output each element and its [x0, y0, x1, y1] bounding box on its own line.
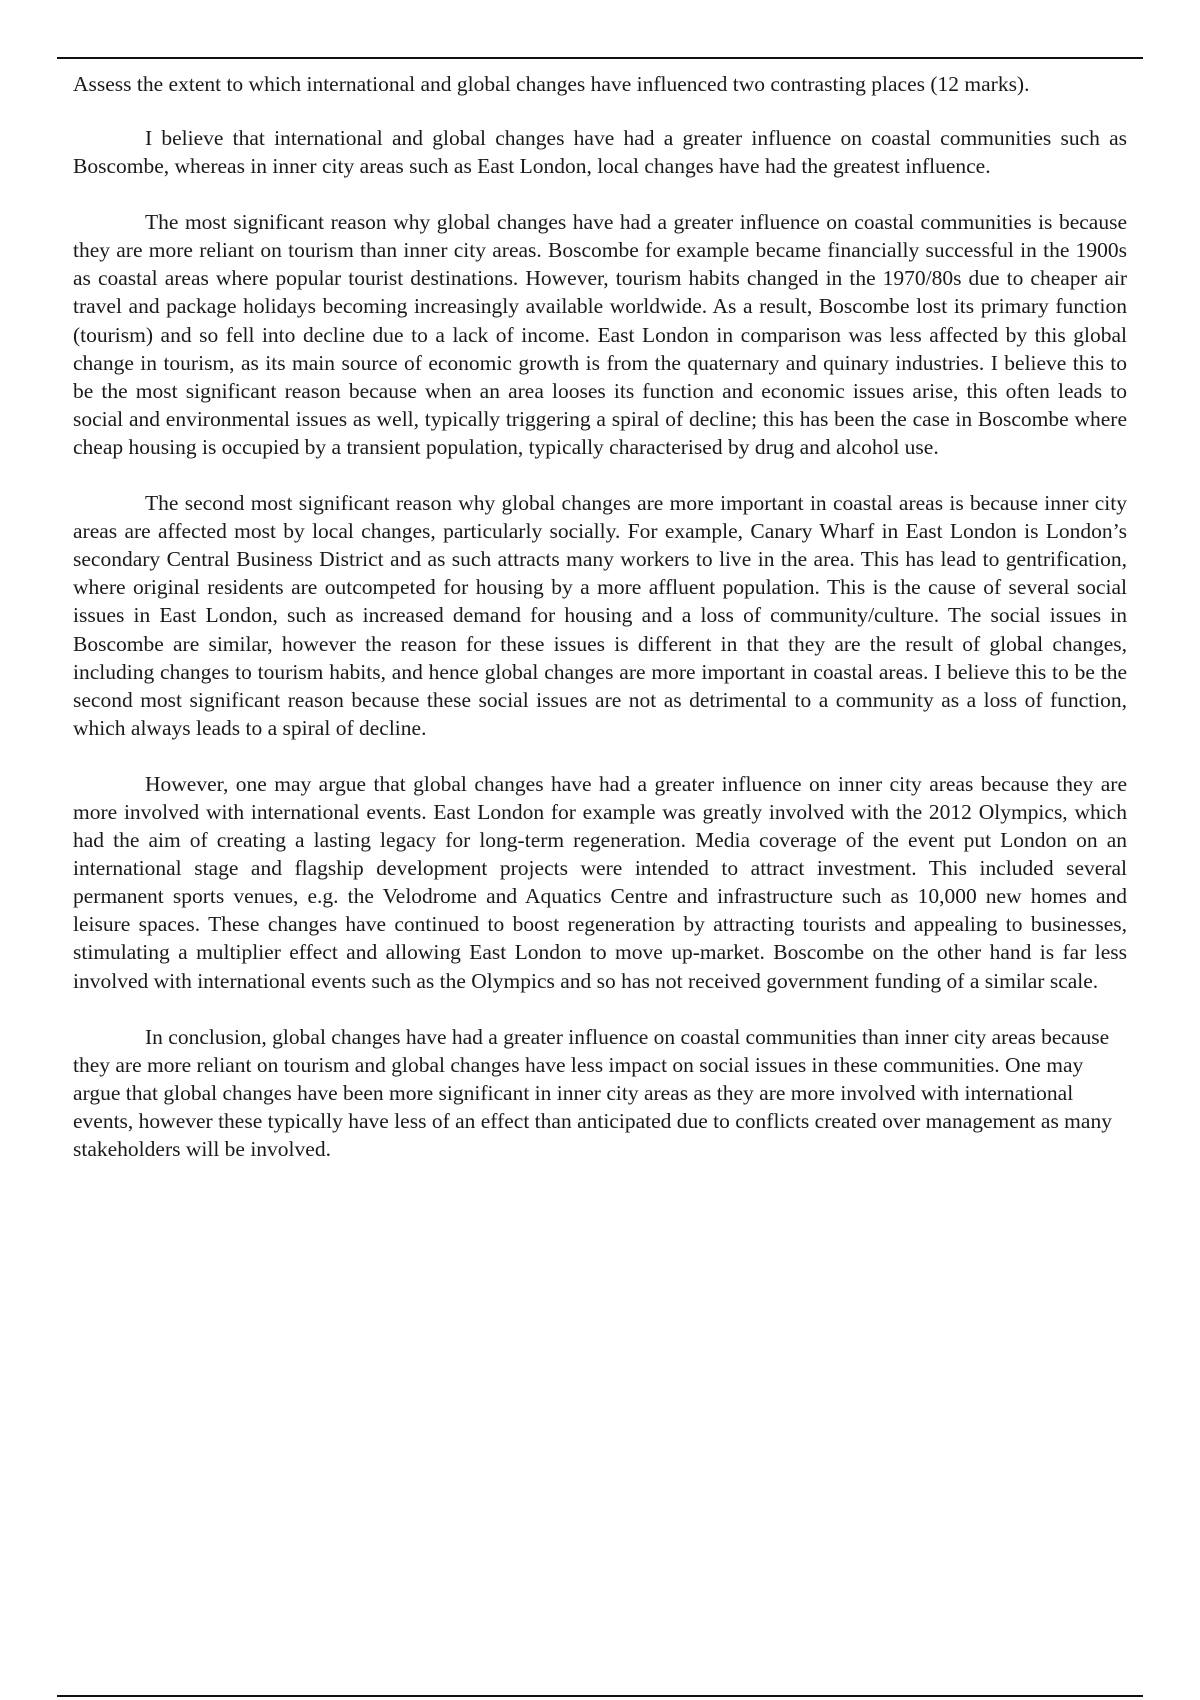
paragraph-tourism-reason: The most significant reason why global changes have had a greater influence on coastal communities is because they are more reliant on tourism than inner city areas. Boscombe for example became financially successful in the 1900s as coastal areas where popular tourist destinations. However, tourism habits changed in the 1970/80s due to cheaper air travel and package holidays becoming increasingly available worldwide. As a result, Boscombe lost its primary function (tourism) and so fell into decline due to a lack of income. East London in comparison was less affected by this global change in tourism, as its main source of economic growth is from the quaternary and quinary industries. I believe this to be the most significant reason because when an area looses its function and economic issues arise, this often leads to social and environmental issues as well, typically triggering a spiral of decline; this has been the case in Boscombe where cheap housing is occupied by a transient population, typically characterised by drug and alcohol use. — [73, 210, 1127, 459]
bottom-rule — [57, 1695, 1143, 1697]
top-rule — [57, 57, 1143, 59]
paragraph-local-changes-reason: The second most significant reason why global changes are more important in coastal areas is because inner city areas are affected most by local changes, particularly socially. For example, Canary Wharf in East London is London’s secondary Central Business District and as such attracts many workers to live in the area. This has lead to gentrification, where original residents are outcompeted for housing by a more affluent population. This is the cause of several social issues in East London, such as increased demand for housing and a loss of community/culture. The social issues in Boscombe are similar, however the reason for these issues is different in that they are the result of global changes, including changes to tourism habits, and hence global changes are more important in coastal areas. I believe this to be the second most significant reason because these social issues are not as detrimental to a community as a loss of function, which always leads to a spiral of decline. — [73, 491, 1127, 740]
essay-body — [73, 70, 1127, 1191]
paragraph-counter-argument: However, one may argue that global changes have had a greater influence on inner city areas because they are more involved with international events. East London for example was greatly involved with the 2012 Olympics, which had the aim of creating a lasting legacy for long-term regeneration. Media coverage of the event put London on an international stage and flagship development projects were intended to attract investment. This included several permanent sports venues, e.g. the Velodrome and Aquatics Centre and infrastructure such as 10,000 new homes and leisure spaces. These changes have continued to boost regeneration by attracting tourists and appealing to businesses, stimulating a multiplier effect and allowing East London to move up-market. Boscombe on the other hand is far less involved with international events such as the Olympics and so has not received government funding of a similar scale. — [73, 771, 1127, 993]
paragraph-introduction: I believe that international and global changes have had a greater influence on coastal communities such as Boscombe, whereas in inner city areas such as East London, local changes have had the greatest influence. — [73, 126, 1127, 179]
essay-question: Assess the extent to which international and global changes have influenced two contrasting places (12 marks). — [73, 72, 1030, 96]
paragraph-conclusion: In conclusion, global changes have had a greater influence on coastal communities than inner city areas because they are more reliant on tourism and global changes have less impact on social issues in these communities. One may argue that global changes have been more significant in inner city areas as they are more involved with international events, however these typically have less of an effect than anticipated due to conflicts created over management as many stakeholders will be involved. — [73, 1024, 1112, 1161]
